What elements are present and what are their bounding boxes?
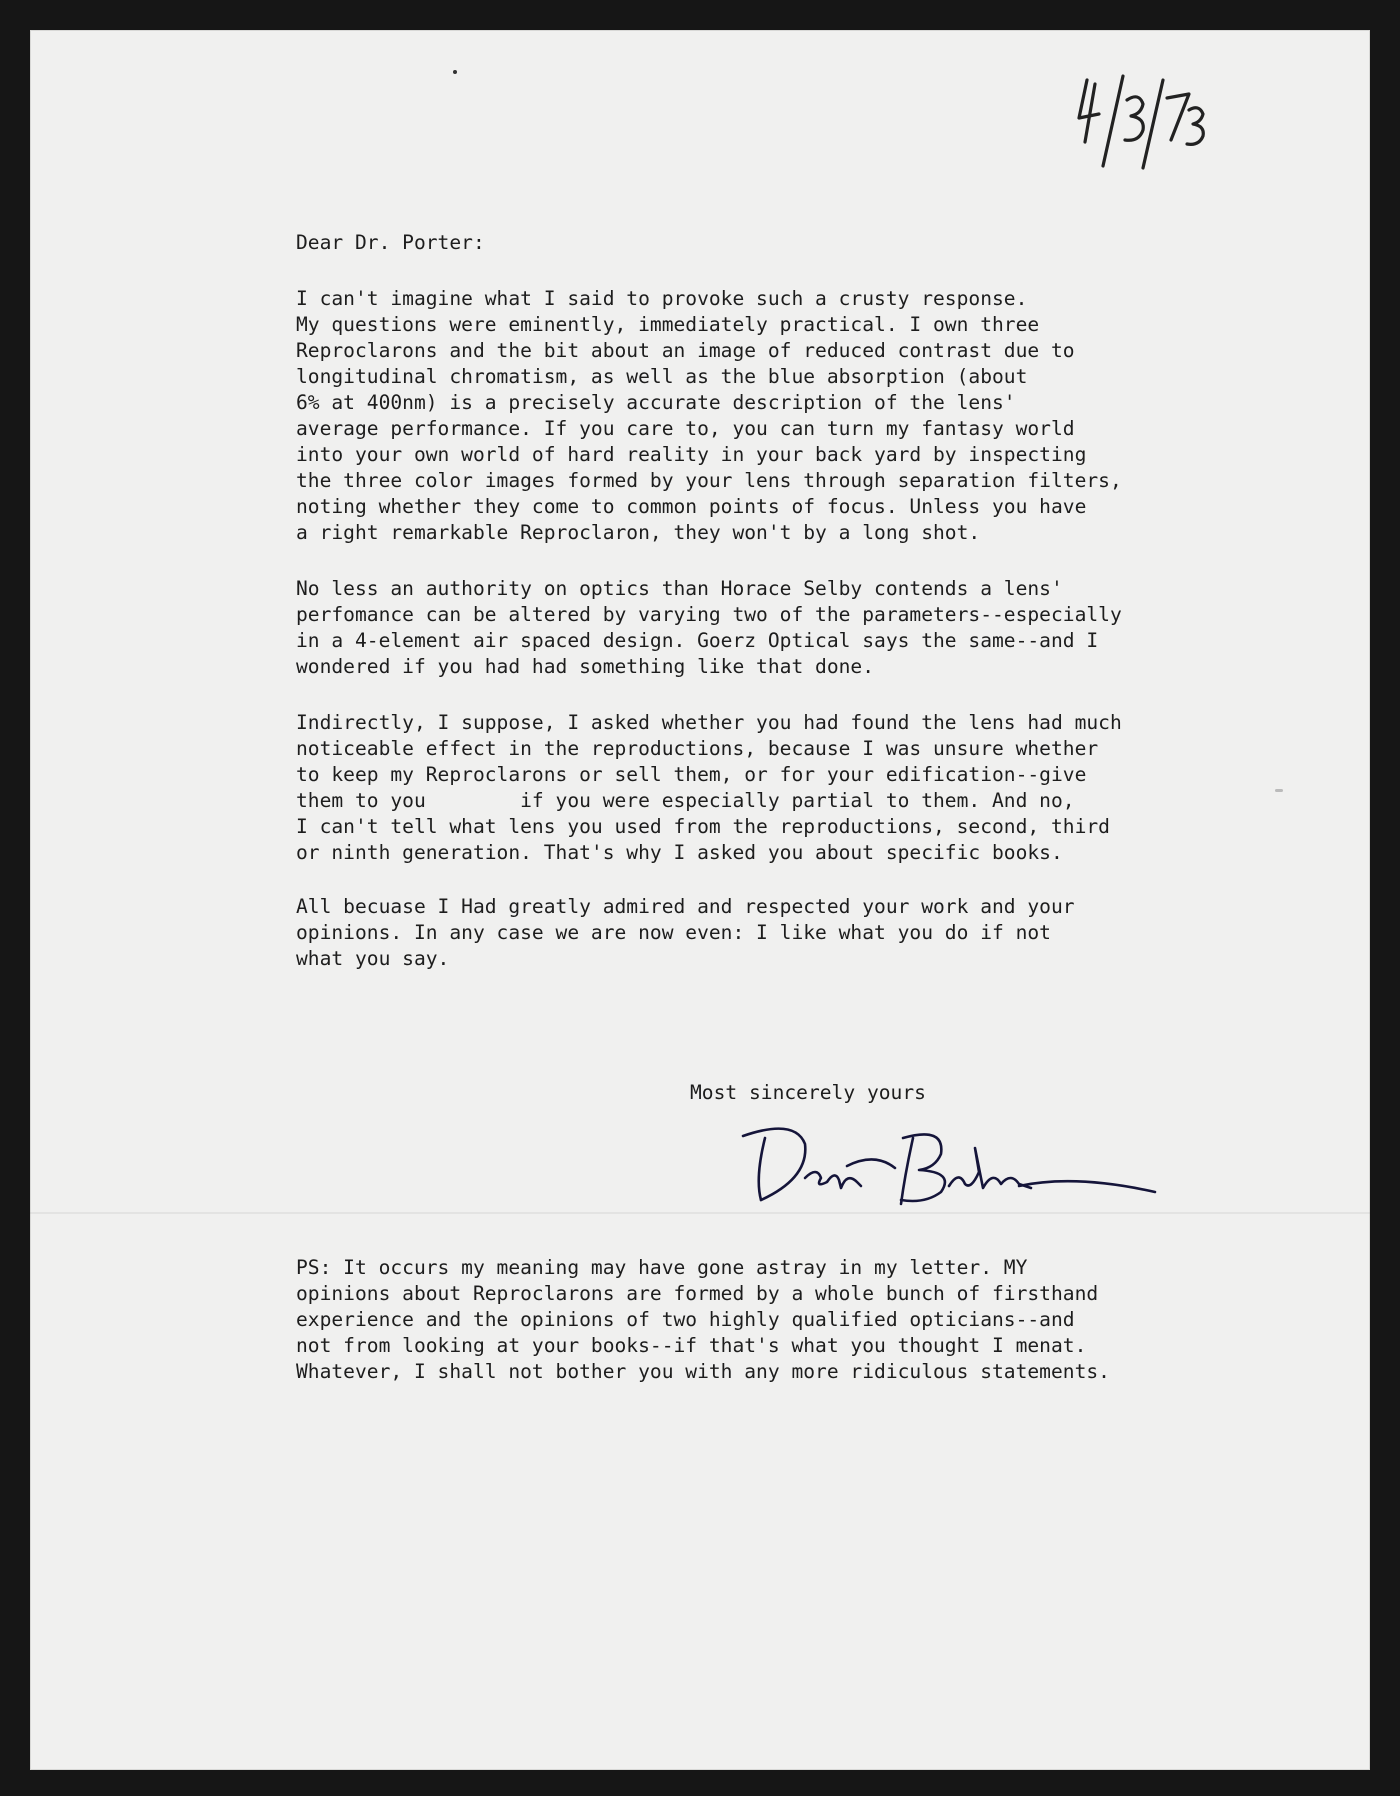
closing: Most sincerely yours <box>690 1081 926 1104</box>
salutation: Dear Dr. Porter: <box>296 231 485 254</box>
handwritten-date <box>1065 70 1215 180</box>
signature-drawing <box>735 1108 1165 1218</box>
stray-mark <box>1275 789 1283 792</box>
body-paragraph: I can't imagine what I said to provoke such a crusty response. My questions were eminently, immediately practical. I own three Reproclarons and the bit about an image of reduced contrast due to longitudinal chromatism, as well as the blue absorption (about 6% at 400nm) is a precisely accurate description of the lens' average performance. If you care to, you can turn my fantasy world into your own world of hard reality in your back yard by inspecting the three color images formed by your lens through separation filters, noting whether they come to common points of focus. Unless you have a right remarkable Reproclaron, they won't by a long shot. <box>296 287 1122 544</box>
letter-page <box>30 30 1370 1770</box>
body-paragraph: Indirectly, I suppose, I asked whether you had found the lens had much noticeable effect in the reproductions, because I was unsure whether to keep my Reproclarons or sell them, or for your edification--give them to you if you were especially partial to them. And no, I can't tell what lens you used from the reproductions, second, third or ninth generation. That's why I asked you about specific books. <box>296 711 1122 864</box>
body-paragraph: All becuase I Had greatly admired and respected your work and your opinions. In any case we are now even: I like what you do if not what you say. <box>296 895 1075 970</box>
stray-mark <box>453 70 457 74</box>
body-paragraph: No less an authority on optics than Horace Selby contends a lens' perfomance can be altered by varying two of the parameters--especially in a 4-element air spaced design. Goerz Optical says the same--and I wondered if you had had something like that done. <box>296 577 1122 678</box>
handwritten-date-drawing <box>1065 70 1215 180</box>
handwritten-signature <box>735 1108 1165 1218</box>
postscript: PS: It occurs my meaning may have gone astray in my letter. MY opinions about Reproclarons are formed by a whole bunch of firsthand experience and the opinions of two highly qualified opticians--and not from looking at your books--if that's what you thought I menat. Whatever, I shall not bother you with any more ridiculous statements. <box>296 1256 1110 1383</box>
